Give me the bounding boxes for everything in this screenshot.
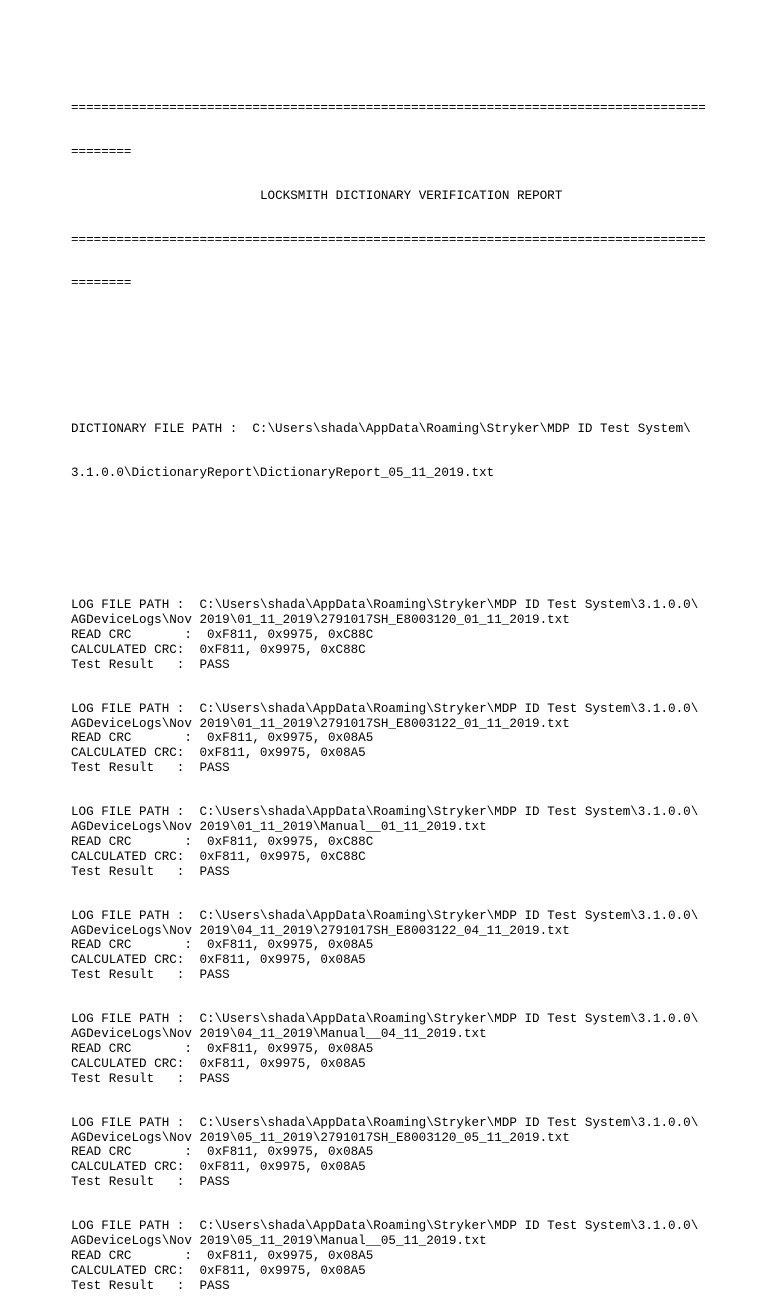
- report-title: LOCKSMITH DICTIONARY VERIFICATION REPORT: [260, 188, 563, 203]
- test-result-line: Test Result : PASS: [71, 761, 230, 776]
- test-result-line: Test Result : PASS: [71, 1278, 230, 1293]
- log-file-path-line1: LOG FILE PATH : C:\Users\shada\AppData\Roaming\Stryker\MDP ID Test System\3.1.0.0\: [71, 1219, 699, 1234]
- separator-bottom-line: ====================================================================================: [71, 232, 706, 247]
- calculated-crc-line: CALCULATED CRC: 0xF811, 0x9975, 0x08A5: [71, 1056, 366, 1071]
- log-file-path-line1: LOG FILE PATH : C:\Users\shada\AppData\Roaming\Stryker\MDP ID Test System\3.1.0.0\: [71, 908, 699, 923]
- read-crc-line: READ CRC : 0xF811, 0x9975, 0xC88C: [71, 628, 374, 642]
- calculated-crc-line: CALCULATED CRC: 0xF811, 0x9975, 0x08A5: [71, 1160, 366, 1175]
- read-crc-line: READ CRC : 0xF811, 0x9975, 0x08A5: [71, 1041, 374, 1056]
- log-file-path-line2: AGDeviceLogs\Nov 2019\04_11_2019\Manual__04_11_2019.txt: [71, 1027, 487, 1042]
- calculated-crc-line: CALCULATED CRC: 0xF811, 0x9975, 0xC88C: [71, 642, 366, 657]
- log-file-path-line1: LOG FILE PATH : C:\Users\shada\AppData\Roaming\Stryker\MDP ID Test System\3.1.0.0\: [71, 701, 699, 716]
- log-entry: [71, 702, 711, 776]
- separator-top-line-wrap: ========: [71, 144, 132, 159]
- dictionary-file-path-line1: DICTIONARY FILE PATH : C:\Users\shada\AppData\Roaming\Stryker\MDP ID Test System\: [71, 422, 691, 437]
- log-file-path-line2: AGDeviceLogs\Nov 2019\04_11_2019\2791017SH_E8003122_04_11_2019.txt: [71, 923, 570, 938]
- log-file-path-line1: LOG FILE PATH : C:\Users\shada\AppData\Roaming\Stryker\MDP ID Test System\3.1.0.0\: [71, 805, 699, 820]
- test-result-line: Test Result : PASS: [71, 1175, 230, 1190]
- separator-top-line: ====================================================================================: [71, 101, 706, 116]
- log-entry: [71, 1219, 711, 1293]
- calculated-crc-line: CALCULATED CRC: 0xF811, 0x9975, 0x08A5: [71, 953, 366, 968]
- report-document: [71, 72, 711, 1308]
- calculated-crc-line: CALCULATED CRC: 0xF811, 0x9975, 0x08A5: [71, 1263, 366, 1278]
- log-file-path-line2: AGDeviceLogs\Nov 2019\05_11_2019\2791017SH_E8003120_05_11_2019.txt: [71, 1130, 570, 1145]
- log-file-path-line1: LOG FILE PATH : C:\Users\shada\AppData\Roaming\Stryker\MDP ID Test System\3.1.0.0\: [71, 1012, 699, 1027]
- test-result-line: Test Result : PASS: [71, 657, 230, 672]
- log-entry: [71, 1116, 711, 1190]
- log-file-path-line2: AGDeviceLogs\Nov 2019\01_11_2019\2791017SH_E8003120_01_11_2019.txt: [71, 613, 570, 628]
- read-crc-line: READ CRC : 0xF811, 0x9975, 0xC88C: [71, 834, 374, 849]
- calculated-crc-line: CALCULATED CRC: 0xF811, 0x9975, 0xC88C: [71, 849, 366, 864]
- log-file-path-line1: LOG FILE PATH : C:\Users\shada\AppData\Roaming\Stryker\MDP ID Test System\3.1.0.0\: [71, 598, 699, 613]
- log-entry: [71, 909, 711, 983]
- test-result-line: Test Result : PASS: [71, 864, 230, 879]
- log-entries-list: [71, 598, 711, 1293]
- log-entry: [71, 1012, 711, 1086]
- log-entry: [71, 598, 711, 672]
- read-crc-line: READ CRC : 0xF811, 0x9975, 0x08A5: [71, 1248, 374, 1263]
- separator-bottom-line-wrap: ========: [71, 276, 132, 291]
- test-result-line: Test Result : PASS: [71, 1071, 230, 1086]
- dictionary-file-path-line2: 3.1.0.0\DictionaryReport\DictionaryReport_05_11_2019.txt: [71, 466, 495, 481]
- log-entry: [71, 805, 711, 879]
- log-file-path-line2: AGDeviceLogs\Nov 2019\01_11_2019\Manual__01_11_2019.txt: [71, 820, 487, 835]
- read-crc-line: READ CRC : 0xF811, 0x9975, 0x08A5: [71, 1145, 374, 1160]
- log-file-path-line2: AGDeviceLogs\Nov 2019\05_11_2019\Manual__05_11_2019.txt: [71, 1234, 487, 1249]
- log-file-path-line2: AGDeviceLogs\Nov 2019\01_11_2019\2791017SH_E8003122_01_11_2019.txt: [71, 716, 570, 731]
- log-file-path-line1: LOG FILE PATH : C:\Users\shada\AppData\Roaming\Stryker\MDP ID Test System\3.1.0.0\: [71, 1115, 699, 1130]
- read-crc-line: READ CRC : 0xF811, 0x9975, 0x08A5: [71, 938, 374, 953]
- calculated-crc-line: CALCULATED CRC: 0xF811, 0x9975, 0x08A5: [71, 746, 366, 761]
- test-result-line: Test Result : PASS: [71, 968, 230, 983]
- read-crc-line: READ CRC : 0xF811, 0x9975, 0x08A5: [71, 731, 374, 746]
